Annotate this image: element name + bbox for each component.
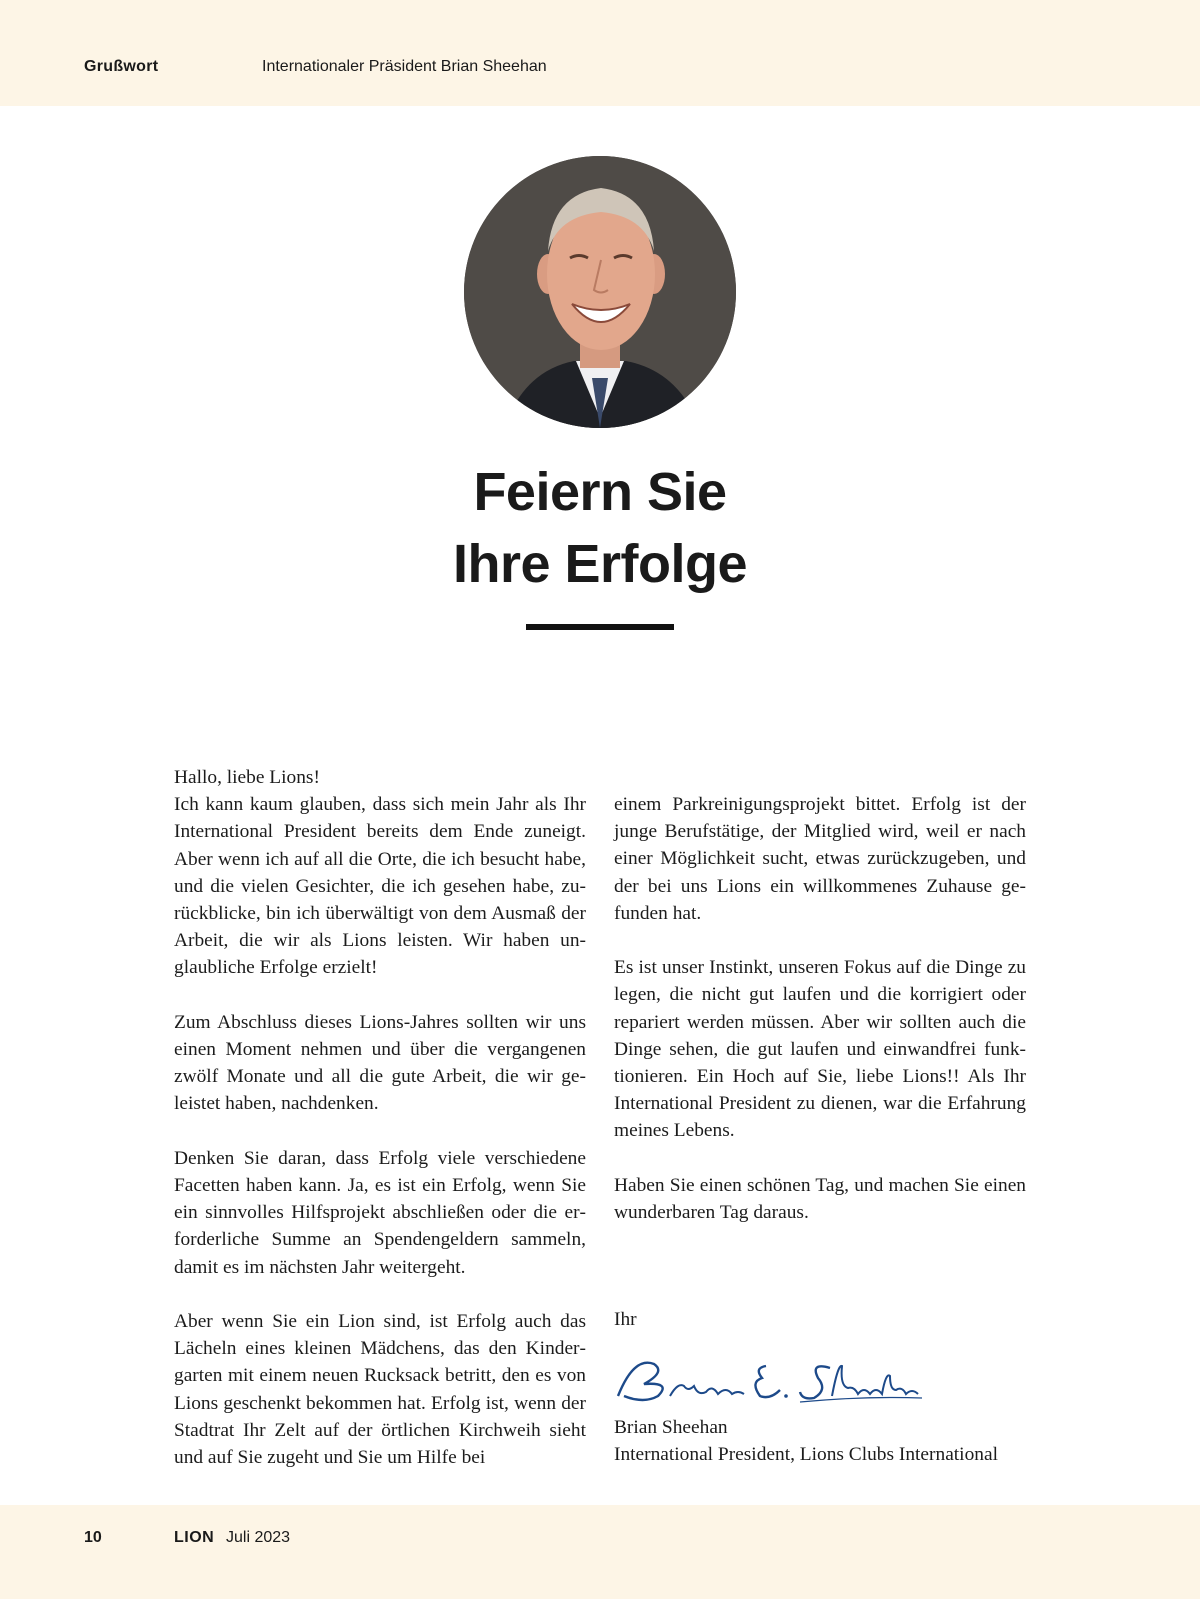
left-column	[174, 764, 586, 1471]
header-bar	[0, 0, 1200, 106]
issue-date: Juli 2023	[226, 1529, 291, 1546]
right-column	[614, 791, 1026, 1226]
page-number: 10	[84, 1529, 102, 1546]
section-label: Grußwort	[84, 58, 159, 75]
body-paragraph: Ich kann kaum glauben, dass sich mein Jahr als Ihr International President bereits dem Ende zuneigt. Aber wenn ich auf all die Orte, die ich besucht habe, und die vielen Gesichter, die ich gesehen habe, zurückblicke, bin ich überwältigt von dem Ausmaß der Arbeit, die wir als Lions leisten. Wir haben unglaubliche Erfolge erzielt!	[174, 794, 586, 979]
greeting: Hallo, liebe Lions!	[174, 767, 320, 788]
article-title	[0, 456, 1200, 600]
title-line-2: Ihre Erfolge	[452, 534, 748, 594]
title-line-1: Feiern Sie	[473, 462, 727, 522]
body-paragraph: einem Parkreinigungsprojekt bittet. Erfolg ist der junge Berufstätige, der Mitglied wird, weil er nach einer Möglichkeit sucht, etwas zurückzugeben, und der bei uns Lions ein willkommenes Zuhause gefunden hat.	[614, 794, 1026, 924]
body-paragraph: Haben Sie einen schönen Tag, und machen Sie einen wunderbaren Tag daraus.	[614, 1174, 1026, 1224]
footer-bar	[0, 1505, 1200, 1599]
closing-word: Ihr	[614, 1309, 637, 1330]
body-paragraph: Es ist unser Instinkt, unseren Fokus auf die Dinge zu legen, die nicht gut laufen und die korrigiert oder repariert werden müssen. Aber wir sollten auch die Dinge sehen, die gut laufen und einwandfrei funktionieren. Ein Hoch auf Sie, liebe Lions!! Als Ihr International President zu dienen, war die Erfahrung meines Lebens.	[614, 957, 1026, 1142]
signature-image	[614, 1346, 924, 1408]
signature-name: Brian Sheehan	[614, 1417, 728, 1438]
body-paragraph: Zum Abschluss dieses Lions-Jahres sollten wir uns einen Moment nehmen und über die vergangenen zwölf Monate und all die gute Arbeit, die wir geleistet haben, nachdenken.	[174, 1011, 586, 1115]
body-paragraph: Denken Sie daran, dass Erfolg viele verschiedene Facetten haben kann. Ja, es ist ein Erfolg, wenn Sie ein sinnvolles Hilfsprojekt abschließen oder die erforderliche Summe an Spendengeldern sammeln, damit es im nächsten Jahr weitergeht.	[174, 1147, 586, 1278]
title-divider	[526, 624, 674, 630]
portrait-image	[464, 156, 736, 428]
signature-role: International President, Lions Clubs International	[614, 1444, 998, 1465]
header-subtitle: Internationaler Präsident Brian Sheehan	[262, 58, 547, 75]
magazine-name: LION	[174, 1529, 215, 1546]
body-paragraph: Aber wenn Sie ein Lion sind, ist Erfolg auch das Lächeln eines kleinen Mädchens, das den Kindergarten mit einem neuen Rucksack betritt, den es von Lions geschenkt bekommen hat. Erfolg ist, wenn der Stadtrat Ihr Zelt auf der örtlichen Kirchweih sieht und auf Sie zugeht und Sie um Hilfe bei	[174, 1311, 586, 1469]
portrait-photo	[464, 156, 736, 428]
